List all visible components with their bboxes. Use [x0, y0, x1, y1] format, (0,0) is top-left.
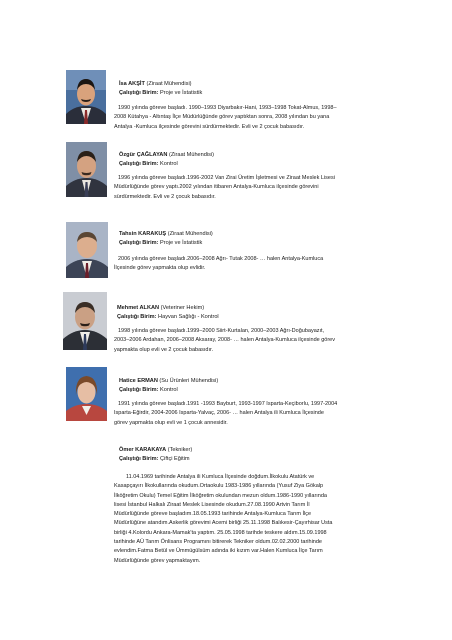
person-2-bio [114, 174, 338, 202]
person-6-bio-line: lisesi İstanbul Halkalı Ziraat Meslek Lisesinde okudum.27.08.1990 Artvin Tarım İl [114, 501, 310, 508]
person-3-bio-line: İlçesinde görev yapmakta olup evlidir. [114, 265, 206, 272]
person-2-name: Özgür ÇAĞLAYAN [119, 152, 168, 158]
photo-tahsin-karakus [66, 222, 108, 278]
person-6-bio-line: İlköğretim Okulu) Temel Eğitim İlköğretim okulundan mezun oldum.1986-1990 yıllarında [114, 492, 327, 499]
person-3-title: (Ziraat Mühendisi) [167, 231, 213, 237]
person-1-name: İsa AKŞİT [119, 81, 145, 87]
person-4-bio-line: yapmakta olup evli ve 2 çocuk babasıdır. [114, 346, 214, 353]
person-1-bio-line: Antalya -Kumluca ilçesinde görevini sürdürmektedir. Evli ve 2 çocuk babasıdır. [114, 123, 305, 130]
person-6-bio-line: Müdürlüğünde görev yapmaktayım. [114, 557, 201, 564]
person-2-name-line [119, 151, 214, 159]
person-2-bio-line: sürdürmektedir. Evli ve 2 çocuk babasıdır. [114, 193, 216, 200]
person-3-bio-line: 2006 yılında göreve başladı.2006–2008 Ağrı- Tutak 2008- … halen Antalya-Kumluca [118, 256, 324, 262]
person-1-name-line [119, 80, 192, 88]
person-6-bio-line: evlendim.Fatma Betül ve Ümmügülsüm adında iki kızım var.Halen Kumluca İlçe Tarım [114, 548, 323, 555]
person-4-bio-line: 1998 yılında göreve başladı.1999–2000 Siirt-Kurtalan, 2000–2003 Ağrı-Doğubayazıt, [118, 328, 325, 334]
person-6-bio [114, 473, 340, 566]
person-3-unit-label: Çalıştığı Birim: [119, 240, 159, 246]
person-6-bio-line: 11.04.1969 tarihinde Antalya ili Kumluca İlçesinde doğdum.İlkokulu Atatürk ve [126, 474, 315, 480]
photo-mehmet-alkan [63, 292, 107, 350]
person-5-unit-label: Çalıştığı Birim: [119, 387, 159, 393]
person-4-bio [114, 327, 342, 355]
person-6-bio-line: birliği 4.Kolordu Ankara-Mamak'ta yaptım. 25.05.1998 tarihde teskere aldım.15.09.1998 [114, 529, 327, 536]
person-1-bio-line: 1990 yılında göreve başladı. 1990–1993 Diyarbakır-Hani, 1993–1998 Tokat-Almus, 1998– [118, 105, 337, 111]
person-6-unit: Çiftçi Eğitim [160, 456, 190, 462]
person-6-name: Ömer KARAKAYA [119, 447, 167, 453]
person-5-bio [114, 400, 340, 428]
person-5-unit-line [119, 386, 178, 394]
person-2-title: (Ziraat Mühendisi) [168, 152, 215, 158]
person-4-title: (Veteriner Hekim) [160, 305, 205, 311]
person-3-unit: Proje ve İstatistik [160, 240, 203, 246]
person-5-bio-line: 1991 yılında göreve başladı.1991 -1993 Bayburt, 1993-1997 Isparta-Keçiborlu, 1997-2004 [118, 401, 338, 407]
person-3-bio [114, 255, 339, 274]
person-4-unit-line [117, 313, 219, 321]
person-2-unit: Kontrol [160, 161, 178, 167]
person-6-name-line [119, 446, 192, 454]
person-5-name: Hatice ERMAN [119, 378, 158, 384]
person-1-unit: Proje ve İstatistik [160, 90, 203, 96]
person-1-unit-label: Çalıştığı Birim: [119, 90, 159, 96]
person-4-bio-line: 2003–2006 Ardahan, 2006–2008 Aksaray, 2008- … halen Antalya-Kumluca ilçesinde görev [114, 337, 335, 344]
person-6-unit-line [119, 455, 190, 463]
person-2-bio-line: Müdürlüğünde görev yaptı.2002 yılından itibaren Antalya-Kumluca ilçesinde görevini [114, 184, 319, 191]
person-4-name: Mehmet ALKAN [117, 305, 160, 311]
person-3-unit-line [119, 239, 202, 247]
person-2-unit-label: Çalıştığı Birim: [119, 161, 159, 167]
person-1-title: (Ziraat Mühendisi) [146, 81, 192, 87]
person-2-unit-line [119, 160, 178, 168]
person-5-title: (Su Ürünleri Mühendisi) [159, 378, 219, 384]
person-6-unit-label: Çalıştığı Birim: [119, 456, 159, 462]
person-5-unit: Kontrol [160, 387, 178, 393]
person-6-bio-line: Müdürlüğünde göreve başladım.18.05.1993 tarihinde Antalya-Kumluca Tarım İlçe [114, 511, 312, 518]
person-6-title: (Tekniker) [167, 447, 193, 453]
person-2-bio-line: 1996 yılında göreve başladı.1996-2002 Van Zirai Üretim İşletmesi ve Ziraat Meslek Lisesi [118, 175, 335, 181]
photo-ozgur-caglayan [66, 142, 107, 197]
person-4-name-line [117, 304, 204, 312]
person-5-bio-line: görev yapmakta olup evli ve 1 çocuk annesidir. [114, 419, 228, 426]
person-1-unit-line [119, 89, 202, 97]
person-1-bio [114, 104, 339, 132]
person-6-bio-line: tarihinde AÜ Tarım Önlisans Programını bitirerek Tekniker oldum.02.02.2000 tarihinde [114, 539, 322, 546]
person-4-unit-label: Çalıştığı Birim: [117, 314, 157, 320]
photo-isa-aksit [66, 70, 106, 124]
person-3-name-line [119, 230, 213, 238]
person-4-unit: Hayvan Sağlığı - Kontrol [158, 314, 219, 320]
person-5-bio-line: Isparta-Eğirdir, 2004-2006 Isparta-Yalvaç, 2006- … halen Antalya ili Kumluca İlçesinde [114, 410, 324, 417]
photo-hatice-erman [66, 367, 107, 421]
person-3-name: Tahsin KARAKUŞ [119, 231, 167, 237]
person-5-name-line [119, 377, 218, 385]
person-6-bio-line: Müdürlüğüne atandım.Askerlik görevimi Acemi birliği 25.11.1998 Balıkesir-Çayırhisar Usta [114, 520, 333, 527]
person-1-bio-line: 2008 Kütahya - Altıntaş İlçe Müdürlüğünde görev yaptıktan sonra, 2008 yılından bu yana [114, 114, 330, 121]
person-6-bio-line: Kasapçayırı İlkokullarında okudum.Ortaokulu 1983-1986 yıllarında (Yusuf Ziya Gökalp [114, 483, 324, 490]
